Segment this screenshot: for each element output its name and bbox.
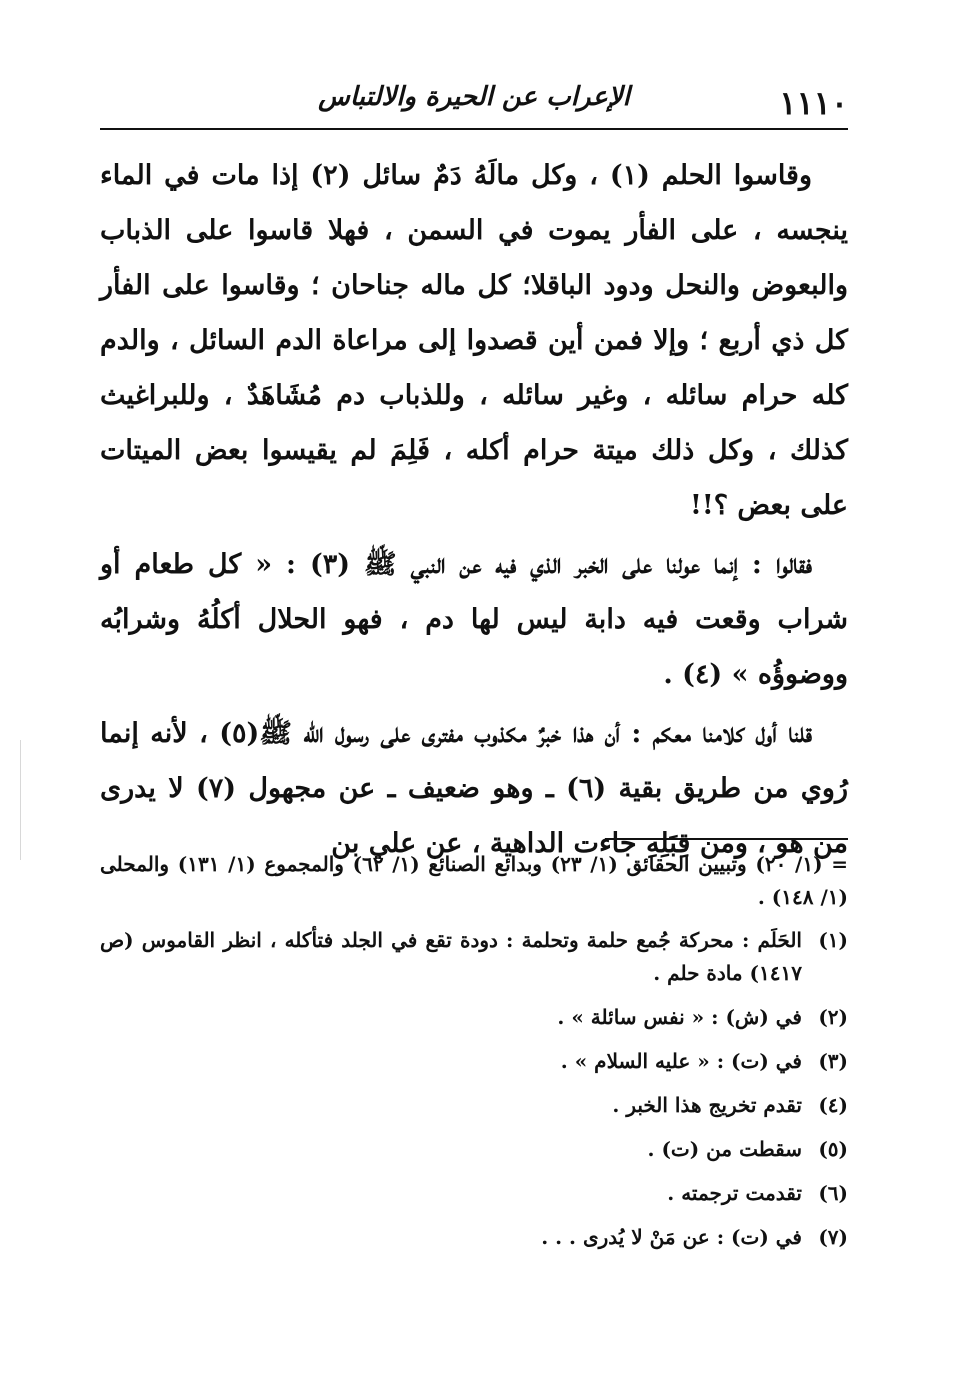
page-header <box>100 82 848 132</box>
footnote-text: سقطت من (ت) . <box>647 1137 802 1161</box>
paragraph: قلنا أول كلامنا معكم : أن هذا خبرٌ مكذوب مفترى على رسول الله ﷺ(٥) ، لأنه إنما رُوي من طريق بقية (٦) ـ وهو ضعيف ـ عن مجهول (٧) لا يدرى من هو ، ومن قِبَلِهِ جاءت الداهية ، عن علي بن <box>100 718 848 859</box>
footnote-number: (٧) <box>818 1225 848 1249</box>
header-rule <box>100 128 848 130</box>
footnote-text: في (ت) : « عليه السلام » . <box>560 1049 802 1073</box>
footnote-number: (٢) <box>818 1005 848 1029</box>
footnote-item <box>100 1221 848 1254</box>
footnote-item <box>100 1045 848 1078</box>
page-number: ١١١٠ <box>779 84 848 122</box>
footnote-text: تقدمت ترجمته . <box>667 1181 802 1205</box>
footnote-item <box>100 1133 848 1166</box>
footnote-number: (٦) <box>818 1181 848 1205</box>
footnote-text: في (ش) : « نفس سائلة » . <box>557 1005 802 1029</box>
footnote-number: (١) <box>818 928 848 952</box>
paragraph: وقاسوا الحلم (١) ، وكل مالَهُ دَمٌ سائل (٢) إذا مات في الماء ينجسه ، على الفأر يموت في السمن ، فهلا قاسوا على الذباب والبعوض والنحل ودود الباقلا؛ كل ماله جناحان ؛ وقاسوا على الفأر كل ذي أربع ؛ وإلا فمن أين قصدوا إلى مراعاة الدم السائل ، والدم كله حرام سائله ، وغير سائله ، وللذباب دم مُشَاهَدٌ ، وللبراغيث كذلك ، وكل ذلك ميتة حرام أكله ، فَلِمَ لم يقيسوا بعض الميتات على بعض ؟!! <box>100 160 848 521</box>
footnote-number: (٥) <box>818 1137 848 1161</box>
footnote-text: الحَلَم : محركة جُمع حلمة وتحلمة : دودة تقع في الجلد فتأكله ، انظر القاموس (ص ١٤١٧) مادة حلم . <box>100 928 802 985</box>
footnote-text: في (ت) : عن مَنْ لا يُدرى . . . <box>541 1225 802 1249</box>
main-text <box>100 148 848 871</box>
running-title: الإعراب عن الحيرة والالتباس <box>318 82 630 112</box>
footnote-text: تقدم تخريج هذا الخبر . <box>612 1093 802 1117</box>
footnote-separator <box>605 838 848 840</box>
footnote-continued: = (١/ ٢٠) وتبيين الحقائق (١/ ٢٣) وبدائع الصنائع (١/ ٦٢) والمجموع (١/ ١٣١) والمحلى (١/ ١٤٨) . <box>100 852 848 909</box>
footnotes <box>100 848 848 1265</box>
scan-margin-mark <box>20 740 21 860</box>
footnote-item <box>100 1177 848 1210</box>
footnote-item <box>100 1001 848 1034</box>
footnote-item <box>100 1089 848 1122</box>
paragraph: فقالوا : إنما عولنا على الخبر الذي فيه عن النبي ﷺ (٣) : « كل طعام أو شراب وقعت فيه دابة ليس لها دم ، فهو الحلال أكلُهُ وشرابُه ووضوؤُه » (٤) . <box>100 549 848 690</box>
footnote-item <box>100 924 848 990</box>
footnote-number: (٤) <box>818 1093 848 1117</box>
footnote-number: (٣) <box>818 1049 848 1073</box>
